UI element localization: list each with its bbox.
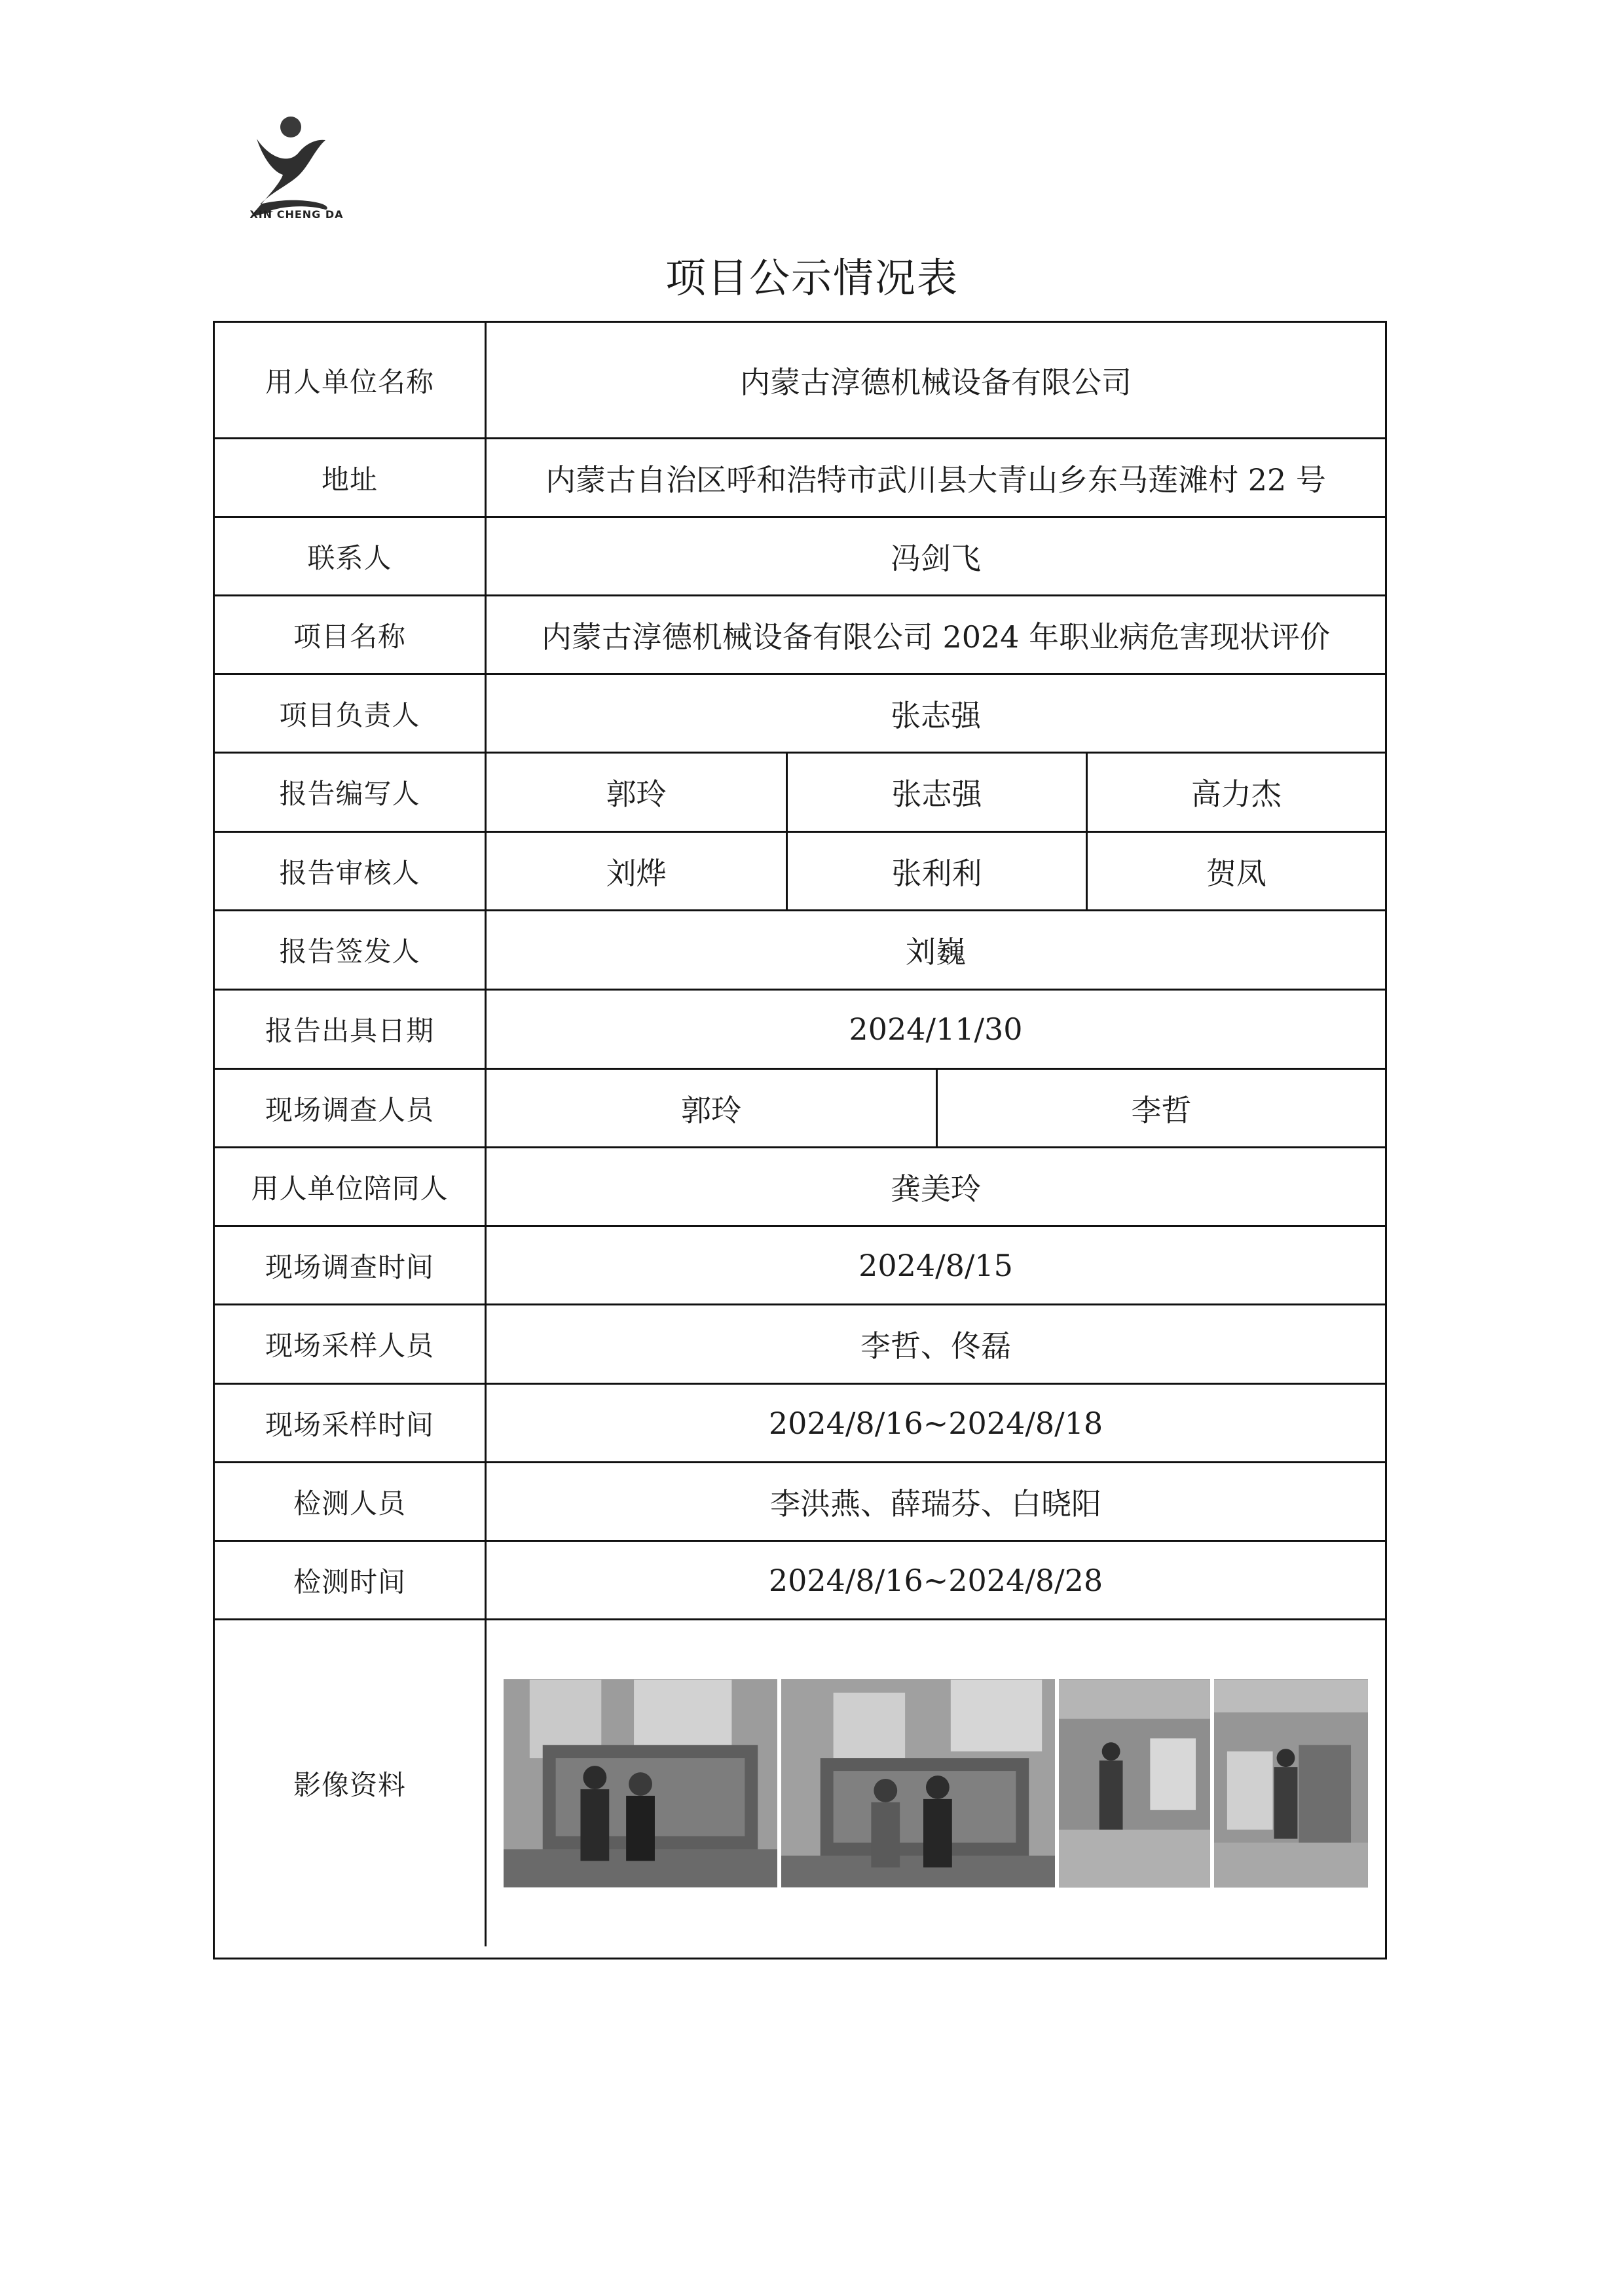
logo-caption: XIN CHENG DA <box>249 208 344 221</box>
testers-label: 检测人员 <box>215 1463 487 1542</box>
contact-label: 联系人 <box>215 518 487 596</box>
testing-time-value: 2024/8/16~2024/8/28 <box>487 1542 1385 1620</box>
report-writers-values <box>487 754 1385 833</box>
address-label: 地址 <box>215 439 487 518</box>
project-lead-value: 张志强 <box>487 675 1385 754</box>
site-investigators-label: 现场调查人员 <box>215 1070 487 1148</box>
project-name-label: 项目名称 <box>215 596 487 675</box>
site-investigator: 李哲 <box>936 1070 1385 1146</box>
site-sampling-time-value: 2024/8/16~2024/8/18 <box>487 1385 1385 1463</box>
images-cell <box>487 1620 1385 1946</box>
employer-label: 用人单位名称 <box>215 323 487 439</box>
employer-escort-value: 龚美玲 <box>487 1148 1385 1227</box>
site-investigation-time-label: 现场调查时间 <box>215 1227 487 1305</box>
report-date-value: 2024/11/30 <box>487 991 1385 1070</box>
report-date-label: 报告出具日期 <box>215 991 487 1070</box>
site-investigators-values <box>487 1070 1385 1148</box>
site-photo <box>781 1679 1055 1887</box>
page-title: 项目公示情况表 <box>665 254 959 302</box>
photo-strip <box>504 1679 1368 1887</box>
site-samplers-value: 李哲、佟磊 <box>487 1305 1385 1385</box>
site-samplers-label: 现场采样人员 <box>215 1305 487 1385</box>
contact-value: 冯剑飞 <box>487 518 1385 596</box>
employer-escort-label: 用人单位陪同人 <box>215 1148 487 1227</box>
project-lead-label: 项目负责人 <box>215 675 487 754</box>
testers-value: 李洪燕、薛瑞芬、白晓阳 <box>487 1463 1385 1542</box>
site-investigator: 郭玲 <box>681 1092 741 1128</box>
site-sampling-time-label: 现场采样时间 <box>215 1385 487 1463</box>
report-reviewers-label: 报告审核人 <box>215 833 487 911</box>
employer-value: 内蒙古淳德机械设备有限公司 <box>487 323 1385 439</box>
images-label: 影像资料 <box>215 1620 487 1946</box>
report-reviewer: 刘烨 <box>606 855 667 891</box>
report-writer: 张志强 <box>786 754 1085 831</box>
report-writers-label: 报告编写人 <box>215 754 487 833</box>
site-investigation-time-value: 2024/8/15 <box>487 1227 1385 1305</box>
info-table <box>213 321 1387 1959</box>
report-reviewers-values <box>487 833 1385 911</box>
report-issuer-label: 报告签发人 <box>215 911 487 991</box>
site-photo <box>1059 1679 1210 1887</box>
testing-time-label: 检测时间 <box>215 1542 487 1620</box>
site-photo <box>1214 1679 1368 1887</box>
site-photo <box>504 1679 777 1887</box>
report-issuer-value: 刘巍 <box>487 911 1385 991</box>
report-reviewer: 贺凤 <box>1086 833 1385 909</box>
report-writer: 高力杰 <box>1086 754 1385 831</box>
report-reviewer: 张利利 <box>786 833 1085 909</box>
project-name-value: 内蒙古淳德机械设备有限公司 2024 年职业病危害现状评价 <box>487 596 1385 675</box>
address-value: 内蒙古自治区呼和浩特市武川县大青山乡东马莲滩村 22 号 <box>487 439 1385 518</box>
report-writer: 郭玲 <box>606 776 667 812</box>
